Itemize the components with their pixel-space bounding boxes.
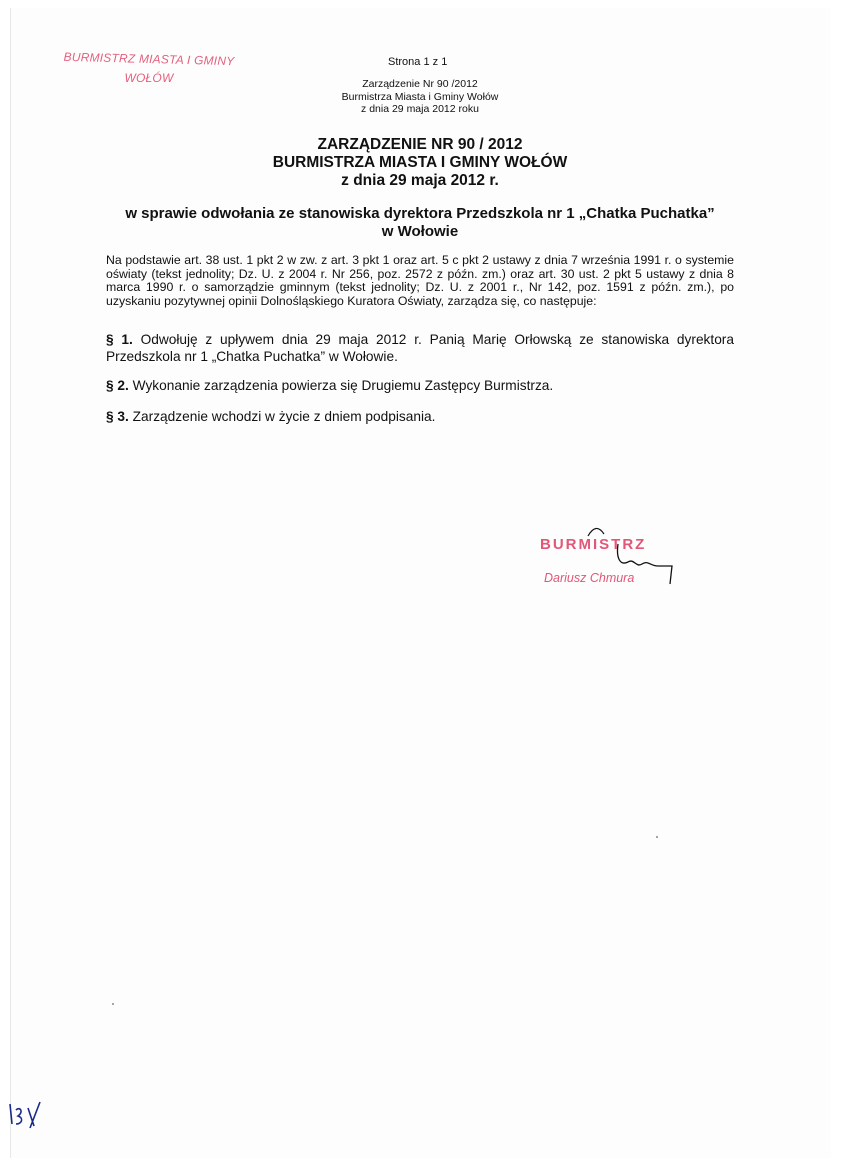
header-meta — [300, 78, 540, 116]
stamp-line-1: BURMISTRZ MIASTA I GMINY — [63, 49, 235, 69]
signature-name: Dariusz Chmura — [544, 571, 635, 585]
document-title — [200, 136, 640, 190]
subject-line-2: w Wołowie — [381, 223, 459, 240]
header-meta-line-3: z dnia 29 maja 2012 roku — [361, 103, 479, 115]
title-line-1: ZARZĄDZENIE NR 90 / 2012 — [317, 136, 523, 153]
stamp-line-2: WOŁÓW — [124, 71, 174, 85]
paragraph-3 — [106, 408, 734, 425]
scan-speck — [656, 836, 658, 838]
title-line-3: z dnia 29 maja 2012 r. — [341, 172, 499, 189]
paragraph-2-text: Wykonanie zarządzenia powierza się Drugiemu Zastępcy Burmistrza. — [132, 378, 554, 393]
legal-basis-paragraph: Na podstawie art. 38 ust. 1 pkt 2 w zw. z art. 3 pkt 1 oraz art. 5 c pkt 2 ustawy z dnia 7 września 1991 r. o systemie oświaty (tekst jednolity; Dz. U. z 2004 r. Nr 256, poz. 2572 z późn. zm.) oraz art. 30 ust. 2 pkt 5 ustawy z dnia 8 marca 1990 r. o samorządzie gminnym (tekst jednolity; Dz. U. z 2001 r., Nr 142, poz. 1591 z późn. zm.), po uzyskaniu pozytywnej opinii Dolnośląskiego Kuratora Oświaty, zarządza się, co następuje: — [106, 253, 734, 308]
office-stamp — [54, 50, 244, 88]
handwritten-signature — [538, 522, 688, 592]
handwritten-mark — [6, 1098, 46, 1132]
paragraph-1 — [106, 331, 734, 365]
document-subject — [100, 205, 740, 241]
signature-block — [538, 522, 688, 592]
header-meta-line-2: Burmistrza Miasta i Gminy Wołów — [341, 90, 499, 103]
paragraph-1-marker: § 1. — [106, 332, 133, 347]
paragraph-3-text: Zarządzenie wchodzi w życie z dniem podpisania. — [132, 409, 436, 424]
header-meta-line-1: Zarządzenie Nr 90 /2012 — [362, 78, 478, 90]
title-line-2: BURMISTRZA MIASTA I GMINY WOŁÓW — [272, 154, 568, 171]
paragraph-2 — [106, 377, 734, 394]
subject-line-1: w sprawie odwołania ze stanowiska dyrektora Przedszkola nr 1 „Chatka Puchatka” — [125, 205, 715, 222]
scan-speck — [112, 1003, 114, 1005]
paragraph-2-marker: § 2. — [106, 378, 129, 393]
signature-title: BURMISTRZ — [540, 536, 647, 553]
paragraph-3-marker: § 3. — [106, 409, 129, 424]
page-number: Strona 1 z 1 — [388, 56, 448, 68]
paragraph-1-text: Odwołuję z upływem dnia 29 maja 2012 r. Panią Marię Orłowską ze stanowiska dyrektora Przedszkola nr 1 „Chatka Puchatka” w Wołowie. — [106, 332, 734, 364]
